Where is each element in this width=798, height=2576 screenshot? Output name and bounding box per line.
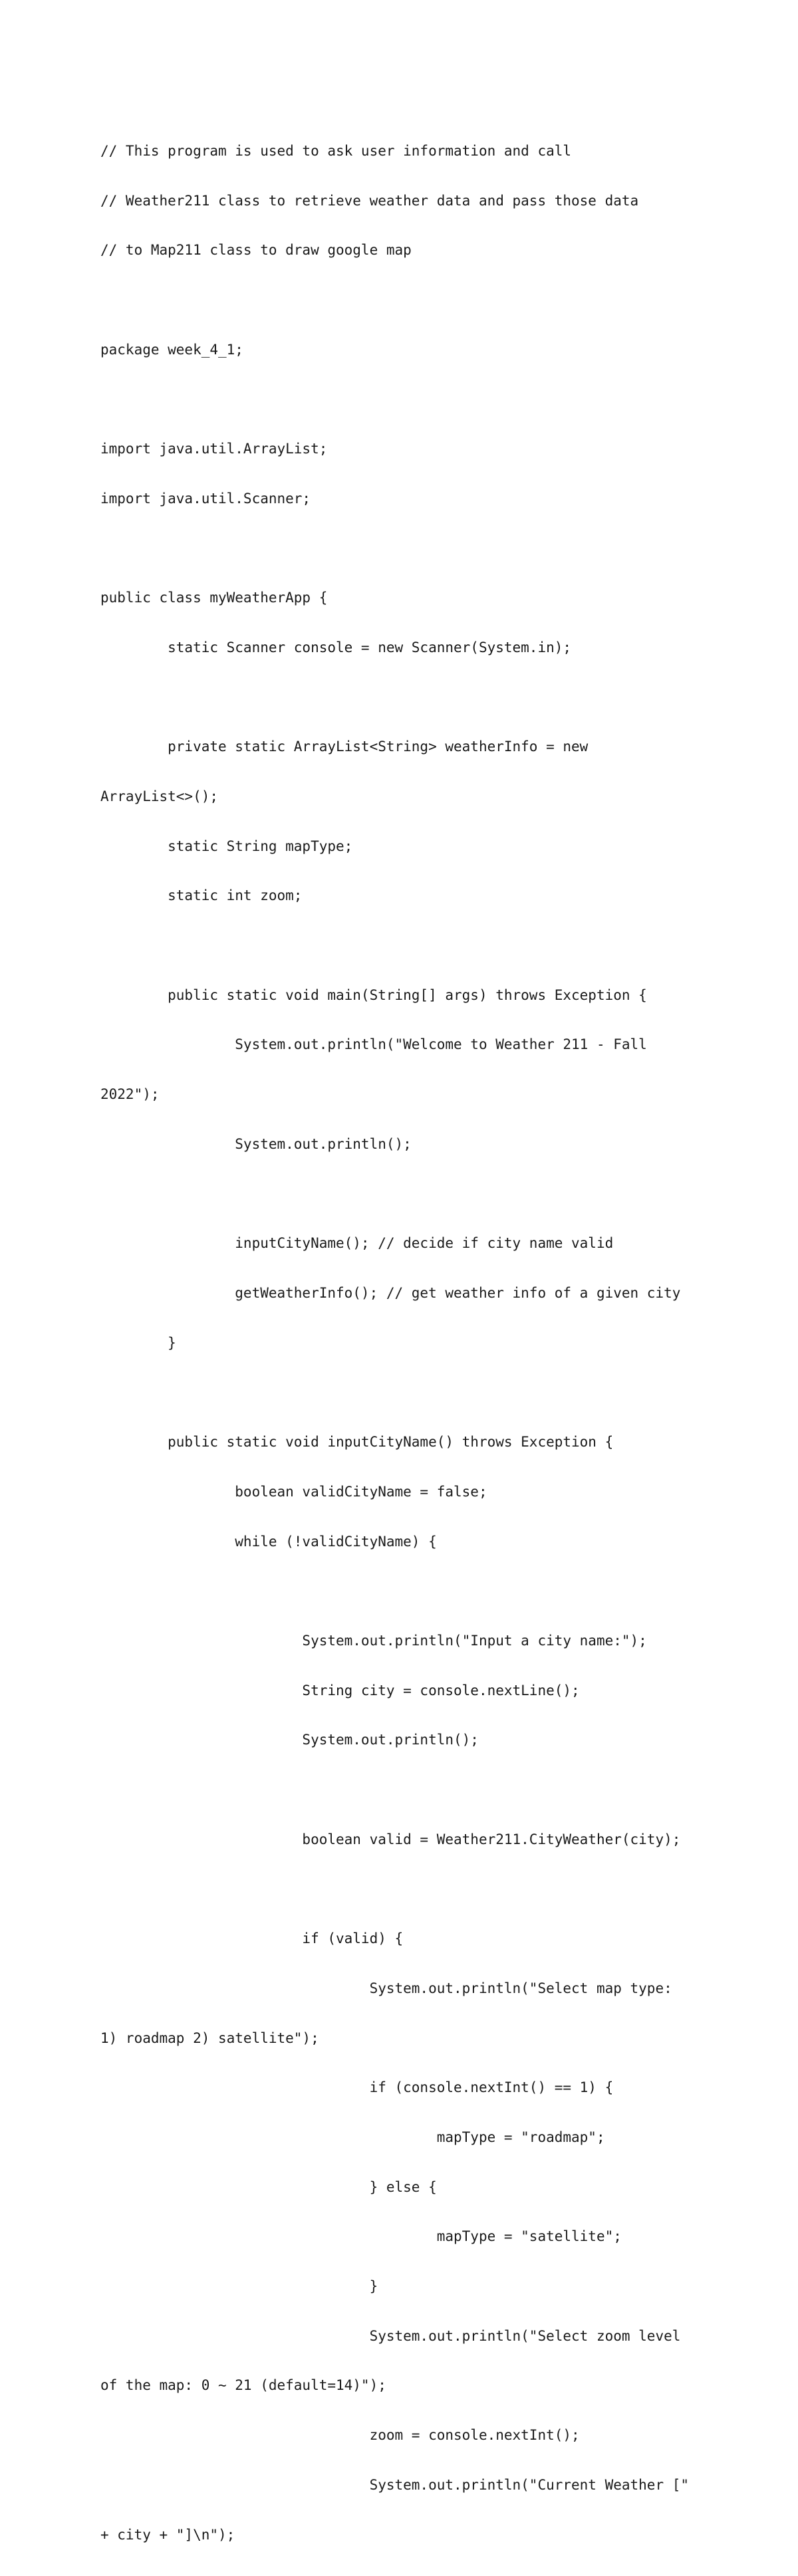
code-line: System.out.println("Select zoom level	[100, 2327, 681, 2344]
code-line: ArrayList<>();	[100, 788, 219, 804]
code-line: getWeatherInfo(); // get weather info of a given city	[100, 1284, 681, 1301]
code-line: static String mapType;	[100, 838, 353, 854]
code-line: 1) roadmap 2) satellite");	[100, 2030, 319, 2046]
code-line: System.out.println("Welcome to Weather 211 - Fall	[100, 1036, 647, 1053]
code-line: boolean valid = Weather211.CityWeather(city);	[100, 1831, 681, 1847]
code-line: package week_4_1;	[100, 341, 243, 358]
code-line: System.out.println("Input a city name:");	[100, 1632, 647, 1649]
code-line: String city = console.nextLine();	[100, 1682, 580, 1698]
code-line: } else {	[100, 2178, 437, 2195]
code-line: static Scanner console = new Scanner(System.in);	[100, 639, 572, 655]
code-line: mapType = "roadmap";	[100, 2129, 605, 2145]
code-line: private static ArrayList<String> weatherInfo = new	[100, 739, 589, 755]
code-line	[100, 391, 739, 408]
code-line: mapType = "satellite";	[100, 2228, 622, 2245]
code-line: zoom = console.nextInt();	[100, 2427, 580, 2444]
code-line: public static void main(String[] args) throws Exception {	[100, 987, 647, 1003]
code-line: import java.util.ArrayList;	[100, 441, 328, 457]
code-line	[100, 937, 739, 954]
code-line	[100, 1186, 739, 1203]
code-line: // This program is used to ask user information and call	[100, 142, 572, 159]
code-line: static int zoom;	[100, 887, 303, 904]
code-line: inputCityName(); // decide if city name valid	[100, 1235, 614, 1252]
code-line: System.out.println("Current Weather ["	[100, 2476, 690, 2493]
code-line: + city + "]\n");	[100, 2526, 235, 2543]
code-line: System.out.println("Select map type:	[100, 1980, 672, 1996]
code-line: // Weather211 class to retrieve weather data and pass those data	[100, 192, 639, 209]
code-line	[100, 292, 739, 308]
code-line: 2022");	[100, 1086, 160, 1103]
code-line	[100, 1583, 739, 1599]
code-line: System.out.println();	[100, 1135, 412, 1152]
code-line: public static void inputCityName() throws Exception {	[100, 1434, 614, 1451]
code-line: boolean validCityName = false;	[100, 1483, 487, 1500]
code-line: of the map: 0 ~ 21 (default=14)");	[100, 2377, 386, 2394]
code-line	[100, 1881, 739, 1897]
code-line: public class myWeatherApp {	[100, 590, 328, 606]
code-line	[100, 689, 739, 706]
code-line	[100, 1384, 739, 1401]
code-line: import java.util.Scanner;	[100, 490, 311, 507]
code-line	[100, 1782, 739, 1798]
code-line	[100, 540, 739, 556]
code-line: if (console.nextInt() == 1) {	[100, 2079, 614, 2096]
code-line: if (valid) {	[100, 1931, 404, 1947]
code-line: System.out.println();	[100, 1732, 479, 1748]
code-line: // to Map211 class to draw google map	[100, 242, 412, 259]
code-line: }	[100, 2278, 378, 2295]
code-line: while (!validCityName) {	[100, 1533, 437, 1550]
code-block	[100, 110, 739, 2576]
code-line: }	[100, 1334, 176, 1351]
